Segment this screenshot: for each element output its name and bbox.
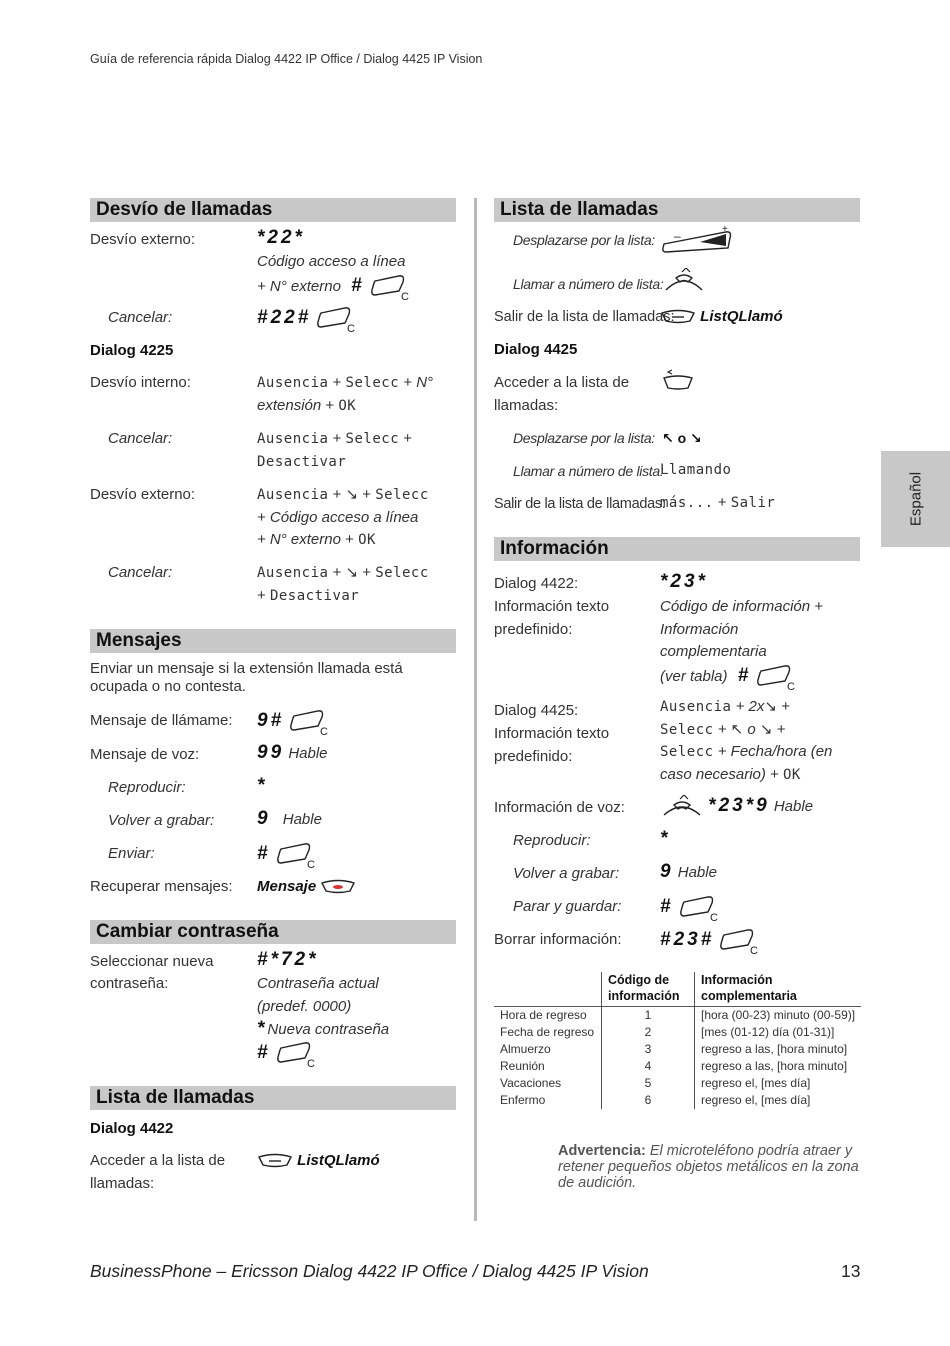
- lista-acceder-row: ListQLlamó: [257, 1150, 380, 1172]
- c-key-icon: [718, 927, 758, 955]
- desvio-externo2-label: Desvío externo:: [90, 486, 196, 503]
- table-row: Almuerzo 3 regreso a las, [hora minuto]: [494, 1041, 861, 1058]
- info-4422-line5: (ver tabla) # C: [660, 664, 796, 691]
- lista-llamar-label: Llamar a número de lista:: [513, 276, 664, 292]
- svg-text:C: C: [347, 323, 356, 333]
- desvio-externo2-line3: + N° externo + OK: [257, 531, 376, 548]
- table-row: Reunión 4 regreso a las, [hora minuto]: [494, 1058, 861, 1075]
- table-row: Hora de regreso 1 [hora (00-23) minuto (00-59)]: [494, 1007, 861, 1025]
- desvio-externo2-line2: + Código acceso a línea: [257, 509, 419, 526]
- svg-text:+: +: [722, 226, 728, 235]
- footer-title: BusinessPhone – Ericsson Dialog 4422 IP Office / Dialog 4425 IP Vision: [90, 1261, 649, 1281]
- warning-label: Advertencia:: [558, 1143, 646, 1159]
- message-key-icon: [320, 879, 356, 895]
- info-texto2-line2: predefinido:: [494, 748, 573, 765]
- desvio-externo-line3: + N° externo # C: [257, 274, 409, 301]
- desvio-cancelar2-line2: Desactivar: [257, 454, 347, 470]
- info-4425-line4: caso necesario) + OK: [660, 766, 801, 783]
- lista2-desplazarse-label: Desplazarse por la lista:: [513, 430, 655, 446]
- info-4422-line4: complementaria: [660, 643, 767, 660]
- lista2-salir-label: Salir de la lista de llamadas:: [494, 496, 666, 512]
- desvio-interno-line1: Ausencia + Selecc + N°: [257, 374, 434, 391]
- section-header-mensajes: Mensajes: [90, 629, 456, 653]
- info-reproducir-label: Reproducir:: [513, 832, 591, 849]
- desvio-externo-line2: Código acceso a línea: [257, 253, 406, 270]
- list-key-icon: [660, 309, 696, 325]
- svg-text:C: C: [787, 681, 796, 691]
- svg-text:–: –: [674, 229, 681, 243]
- c-key-icon: [275, 841, 315, 869]
- lista-desplazarse-label: Desplazarse por la lista:: [513, 232, 655, 248]
- mensaje-voz-label: Mensaje de voz:: [90, 746, 200, 763]
- section-header-informacion: Información: [494, 537, 860, 561]
- info-volver-row: 9 Hable: [660, 861, 717, 882]
- info-texto2-line1: Información texto: [494, 725, 610, 742]
- svg-text:C: C: [306, 1058, 315, 1068]
- desvio-interno-label: Desvío interno:: [90, 374, 191, 391]
- desvio-externo-label: Desvío externo:: [90, 231, 196, 248]
- volver-grabar-row: 9 Hable: [257, 808, 322, 829]
- contrasena-code: #*72*: [257, 949, 319, 970]
- reproducir-label: Reproducir:: [108, 779, 186, 796]
- svg-text:C: C: [306, 859, 315, 869]
- c-key-icon: [755, 663, 795, 691]
- enviar-row: # C: [257, 842, 315, 869]
- info-4422-code: *23*: [660, 571, 708, 592]
- lista2-salir-row: más... + Salir: [660, 494, 776, 511]
- svg-text:C: C: [320, 726, 329, 736]
- info-4425-label: Dialog 4425:: [494, 702, 579, 719]
- warning-text: El microteléfono podría atraer y retener pequeños objetos metálicos en la zona de audición.: [558, 1143, 859, 1191]
- c-key-icon: [369, 273, 409, 301]
- lista2-acceder-line1: Acceder a la lista de: [494, 374, 630, 391]
- info-4425-line3: Selecc + Fecha/hora (en: [660, 743, 833, 760]
- desvio-externo-code: *22*: [257, 227, 305, 248]
- section-header-lista-right: Lista de llamadas: [494, 198, 860, 222]
- page-number: 13: [841, 1261, 861, 1281]
- lista-acceder-line1: Acceder a la lista de: [90, 1152, 226, 1169]
- dialog-4225-label: Dialog 4225: [90, 342, 174, 359]
- section-header-lista-left: Lista de llamadas: [90, 1086, 456, 1110]
- lista2-llamar-label: Llamar a número de lista:: [513, 463, 664, 479]
- list-key-icon: [257, 1153, 293, 1169]
- desvio-cancelar2-line1: Ausencia + Selecc +: [257, 430, 413, 447]
- svg-text:C: C: [400, 291, 409, 301]
- contrasena-label-line2: contraseña:: [90, 975, 169, 992]
- lista-salir-row: ListQLlamó: [660, 306, 783, 328]
- mensajes-intro-line2: ocupada o no contesta.: [90, 678, 246, 695]
- c-key-icon: [275, 1040, 315, 1068]
- warning-note: [558, 1143, 868, 1191]
- language-label: Español: [907, 471, 924, 527]
- lista2-llamar-display: Llamando: [660, 462, 732, 478]
- contrasena-line3: (predef. 0000): [257, 998, 352, 1015]
- table-header-row: [494, 972, 861, 1007]
- offhook-handset-icon: [662, 268, 706, 294]
- info-4425-line2: Selecc + ↖ o ↘ +: [660, 721, 786, 738]
- call-list-key-icon: [660, 366, 696, 392]
- dialog-4425-label: Dialog 4425: [494, 341, 578, 358]
- info-4425-line1: Ausencia + 2x↘ +: [660, 698, 790, 715]
- contrasena-line2: Contraseña actual: [257, 975, 379, 992]
- recuperar-mensajes-row: Mensaje: [257, 876, 356, 898]
- info-parar-row: # C: [660, 895, 718, 922]
- mensajes-intro-line1: Enviar un mensaje si la extensión llamada está: [90, 660, 403, 677]
- scroll-key-icon: [660, 226, 734, 254]
- mensaje-voz-row: 99 Hable: [257, 742, 328, 763]
- table-header-codigo: Código de información: [602, 972, 695, 1007]
- contrasena-line5: # C: [257, 1041, 315, 1068]
- lista-salir-label: Salir de la lista de llamadas:: [494, 309, 675, 325]
- section-header-desvio: Desvío de llamadas: [90, 198, 456, 222]
- offhook-handset-icon: [660, 795, 704, 819]
- lista2-acceder-line2: llamadas:: [494, 397, 559, 414]
- volver-grabar-label: Volver a grabar:: [108, 812, 215, 829]
- svg-text:C: C: [709, 912, 718, 922]
- reproducir-code: *: [257, 775, 268, 796]
- info-texto-line2: predefinido:: [494, 621, 573, 638]
- recuperar-mensajes-label: Recuperar mensajes:: [90, 878, 233, 895]
- info-parar-label: Parar y guardar:: [513, 898, 622, 915]
- desvio-externo2-line1: Ausencia + ↘ + Selecc: [257, 486, 429, 503]
- desvio-interno-line2: extensión + OK: [257, 397, 357, 414]
- desvio-cancelar-row: #22# C: [257, 306, 356, 333]
- document-header: Guía de referencia rápida Dialog 4422 IP Office / Dialog 4425 IP Vision: [90, 52, 483, 66]
- mensaje-llamame-label: Mensaje de llámame:: [90, 712, 233, 729]
- section-header-contrasena: Cambiar contraseña: [90, 920, 456, 944]
- c-key-icon: [288, 708, 328, 736]
- lista-acceder-line2: llamadas:: [90, 1175, 155, 1192]
- info-4422-label: Dialog 4422:: [494, 575, 579, 592]
- info-codes-table: [494, 972, 861, 1109]
- info-reproducir-code: *: [660, 828, 671, 849]
- info-volver-label: Volver a grabar:: [513, 865, 620, 882]
- c-key-icon: [315, 305, 355, 333]
- desvio-cancelar2-label: Cancelar:: [108, 430, 173, 447]
- contrasena-line4: *Nueva contraseña: [257, 1018, 390, 1039]
- info-texto-line1: Información texto: [494, 598, 610, 615]
- desvio-cancelar3-label: Cancelar:: [108, 564, 173, 581]
- desvio-cancelar3-line1: Ausencia + ↘ + Selecc: [257, 564, 429, 581]
- info-voz-label: Información de voz:: [494, 799, 625, 816]
- svg-text:C: C: [750, 945, 759, 955]
- table-row: Fecha de regreso 2 [mes (01-12) día (01-31)]: [494, 1024, 861, 1041]
- mensaje-llamame-row: 9# C: [257, 709, 329, 736]
- enviar-label: Enviar:: [108, 845, 155, 862]
- table-header-complementaria: Información complementaria: [695, 972, 862, 1007]
- info-borrar-row: #23# C: [660, 928, 759, 955]
- desvio-cancelar3-line2: + Desactivar: [257, 587, 360, 604]
- table-row: Enfermo 6 regreso el, [mes día]: [494, 1092, 861, 1109]
- c-key-icon: [678, 894, 718, 922]
- desvio-cancelar-label: Cancelar:: [108, 309, 173, 326]
- contrasena-label-line1: Seleccionar nueva: [90, 953, 214, 970]
- info-4422-line2: Código de información +: [660, 598, 824, 615]
- language-side-tab: [881, 451, 950, 547]
- lista2-desplazarse-keys: ↖ o ↘: [662, 430, 702, 446]
- info-borrar-label: Borrar información:: [494, 931, 622, 948]
- info-4422-line3: Información: [660, 621, 739, 638]
- dialog-4422-label: Dialog 4422: [90, 1120, 174, 1137]
- table-row: Vacaciones 5 regreso el, [mes día]: [494, 1075, 861, 1092]
- info-voz-row: *23*9 Hable: [660, 795, 813, 819]
- column-divider: [474, 198, 477, 1221]
